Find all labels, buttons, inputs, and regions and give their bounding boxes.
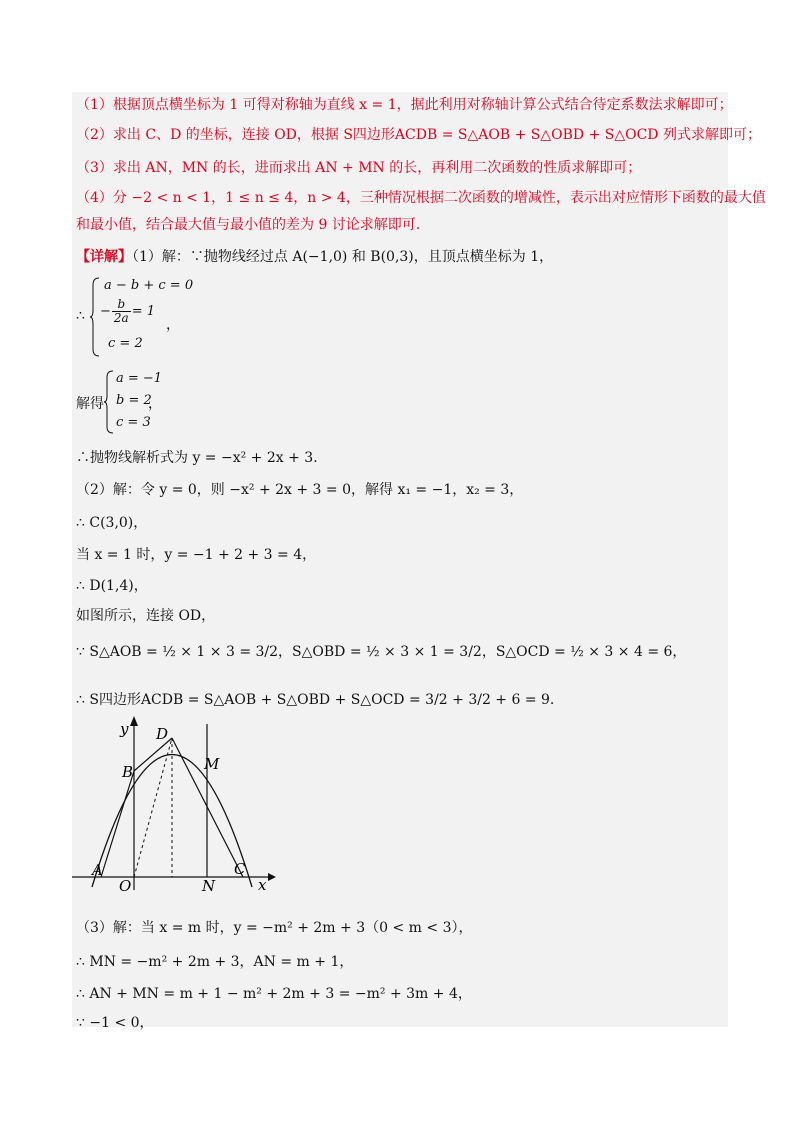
frac-num: b — [112, 298, 131, 312]
detail-intro-line — [76, 246, 553, 268]
detail-intro: （1）解：∵抛物线经过点 A(−1,0) 和 B(0,3)，且顶点横坐标为 1， — [132, 249, 554, 265]
sys2-eq2: b = 2 — [116, 393, 152, 408]
analytic-expression: ∴抛物线解析式为 y = −x² + 2x + 3. — [76, 450, 318, 466]
frac-den: 2a — [113, 311, 129, 325]
label-x: x — [258, 876, 267, 892]
area-sum-line: ∴ S四边形ACDB = S△AOB + S△OBD + S△OCD = 3/2 + 3/2 + 6 = 9. — [76, 692, 555, 708]
part3-line: （3）解：当 x = m 时，y = −m² + 2m + 3（0 < m < 3）， — [76, 920, 473, 936]
label-a: A — [92, 861, 103, 879]
label-o: O — [119, 877, 132, 892]
detail-tag: 【详解】 — [76, 249, 132, 265]
area-because-line: ∵ S△AOB = ½ × 1 × 3 = 3/2，S△OBD = ½ × 3 × 1 = 3/2，S△OCD = ½ × 3 × 4 = 6， — [76, 644, 687, 660]
equation-system-2 — [76, 367, 276, 437]
sys2-comma: ， — [148, 396, 162, 412]
segment-ab — [101, 771, 134, 877]
analysis-line-3: （3）求出 AN，MN 的长，进而求出 AN + MN 的长，再利用二次函数的性质求解即可； — [76, 160, 642, 176]
label-y: y — [120, 720, 129, 738]
connect-od-line: 如图所示，连接 OD， — [76, 608, 216, 624]
sys1-eq1: a − b + c = 0 — [104, 278, 194, 293]
when-x-1-line: 当 x = 1 时，y = −1 + 2 + 3 = 4， — [76, 547, 317, 563]
sys2-eq3: c = 3 — [116, 415, 151, 430]
left-brace-2 — [104, 370, 114, 434]
point-d-line: ∴ D(1,4)， — [76, 578, 148, 594]
analysis-line-1: （1）根据顶点横坐标为 1 可得对称轴为直线 x = 1，据此利用对称轴计算公式结合待定系数法求解即可； — [76, 97, 733, 113]
label-n: N — [202, 877, 216, 892]
analysis-line-4b: 和最小值，结合最大值与最小值的差为 9 讨论求解即可. — [76, 217, 421, 233]
y-axis-arrow — [130, 716, 138, 726]
solve-label: 解得 — [76, 396, 104, 412]
sys1-comma: ， — [166, 317, 180, 333]
left-brace-1 — [90, 277, 100, 357]
segment-od-dashed — [134, 738, 172, 877]
label-b: B — [122, 763, 134, 781]
label-d: D — [156, 725, 169, 743]
point-c-line: ∴ C(3,0)， — [76, 515, 148, 531]
x-axis-arrow — [268, 873, 276, 881]
an-mn-sum-line: ∴ AN + MN = m + 1 − m² + 2m + 3 = −m² + 3m + 4， — [76, 986, 472, 1002]
parabola-figure — [70, 712, 280, 892]
fraction-b-over-2a — [112, 298, 131, 325]
sys1-eq3: c = 2 — [108, 336, 143, 351]
label-m: M — [204, 755, 220, 773]
sys1-eq2 — [100, 298, 155, 325]
analysis-line-2: （2）求出 C、D 的坐标，连接 OD，根据 S四边形ACDB = S△AOB + S△OBD + S△OCD 列式求解即可； — [76, 127, 761, 143]
negative-coef-line: ∵ −1 < 0， — [76, 1015, 154, 1031]
sys1-eq-one: = 1 — [131, 303, 155, 319]
mn-line: ∴ MN = −m² + 2m + 3，AN = m + 1， — [76, 954, 354, 970]
sys2-eq1: a = −1 — [116, 371, 163, 386]
part2-line: （2）解：令 y = 0，则 −x² + 2x + 3 = 0，解得 x₁ = −1，x₂ = 3， — [76, 482, 524, 498]
analysis-line-4a: （4）分 −2 < n < 1，1 ≤ n ≤ 4，n > 4，三种情况根据二次函数的增减性，表示出对应情形下函数的最大值 — [76, 190, 766, 206]
label-c: C — [234, 860, 246, 878]
equation-system-1 — [76, 274, 276, 359]
sys1-minus: − — [100, 303, 111, 319]
therefore-symbol: ∴ — [76, 308, 85, 324]
